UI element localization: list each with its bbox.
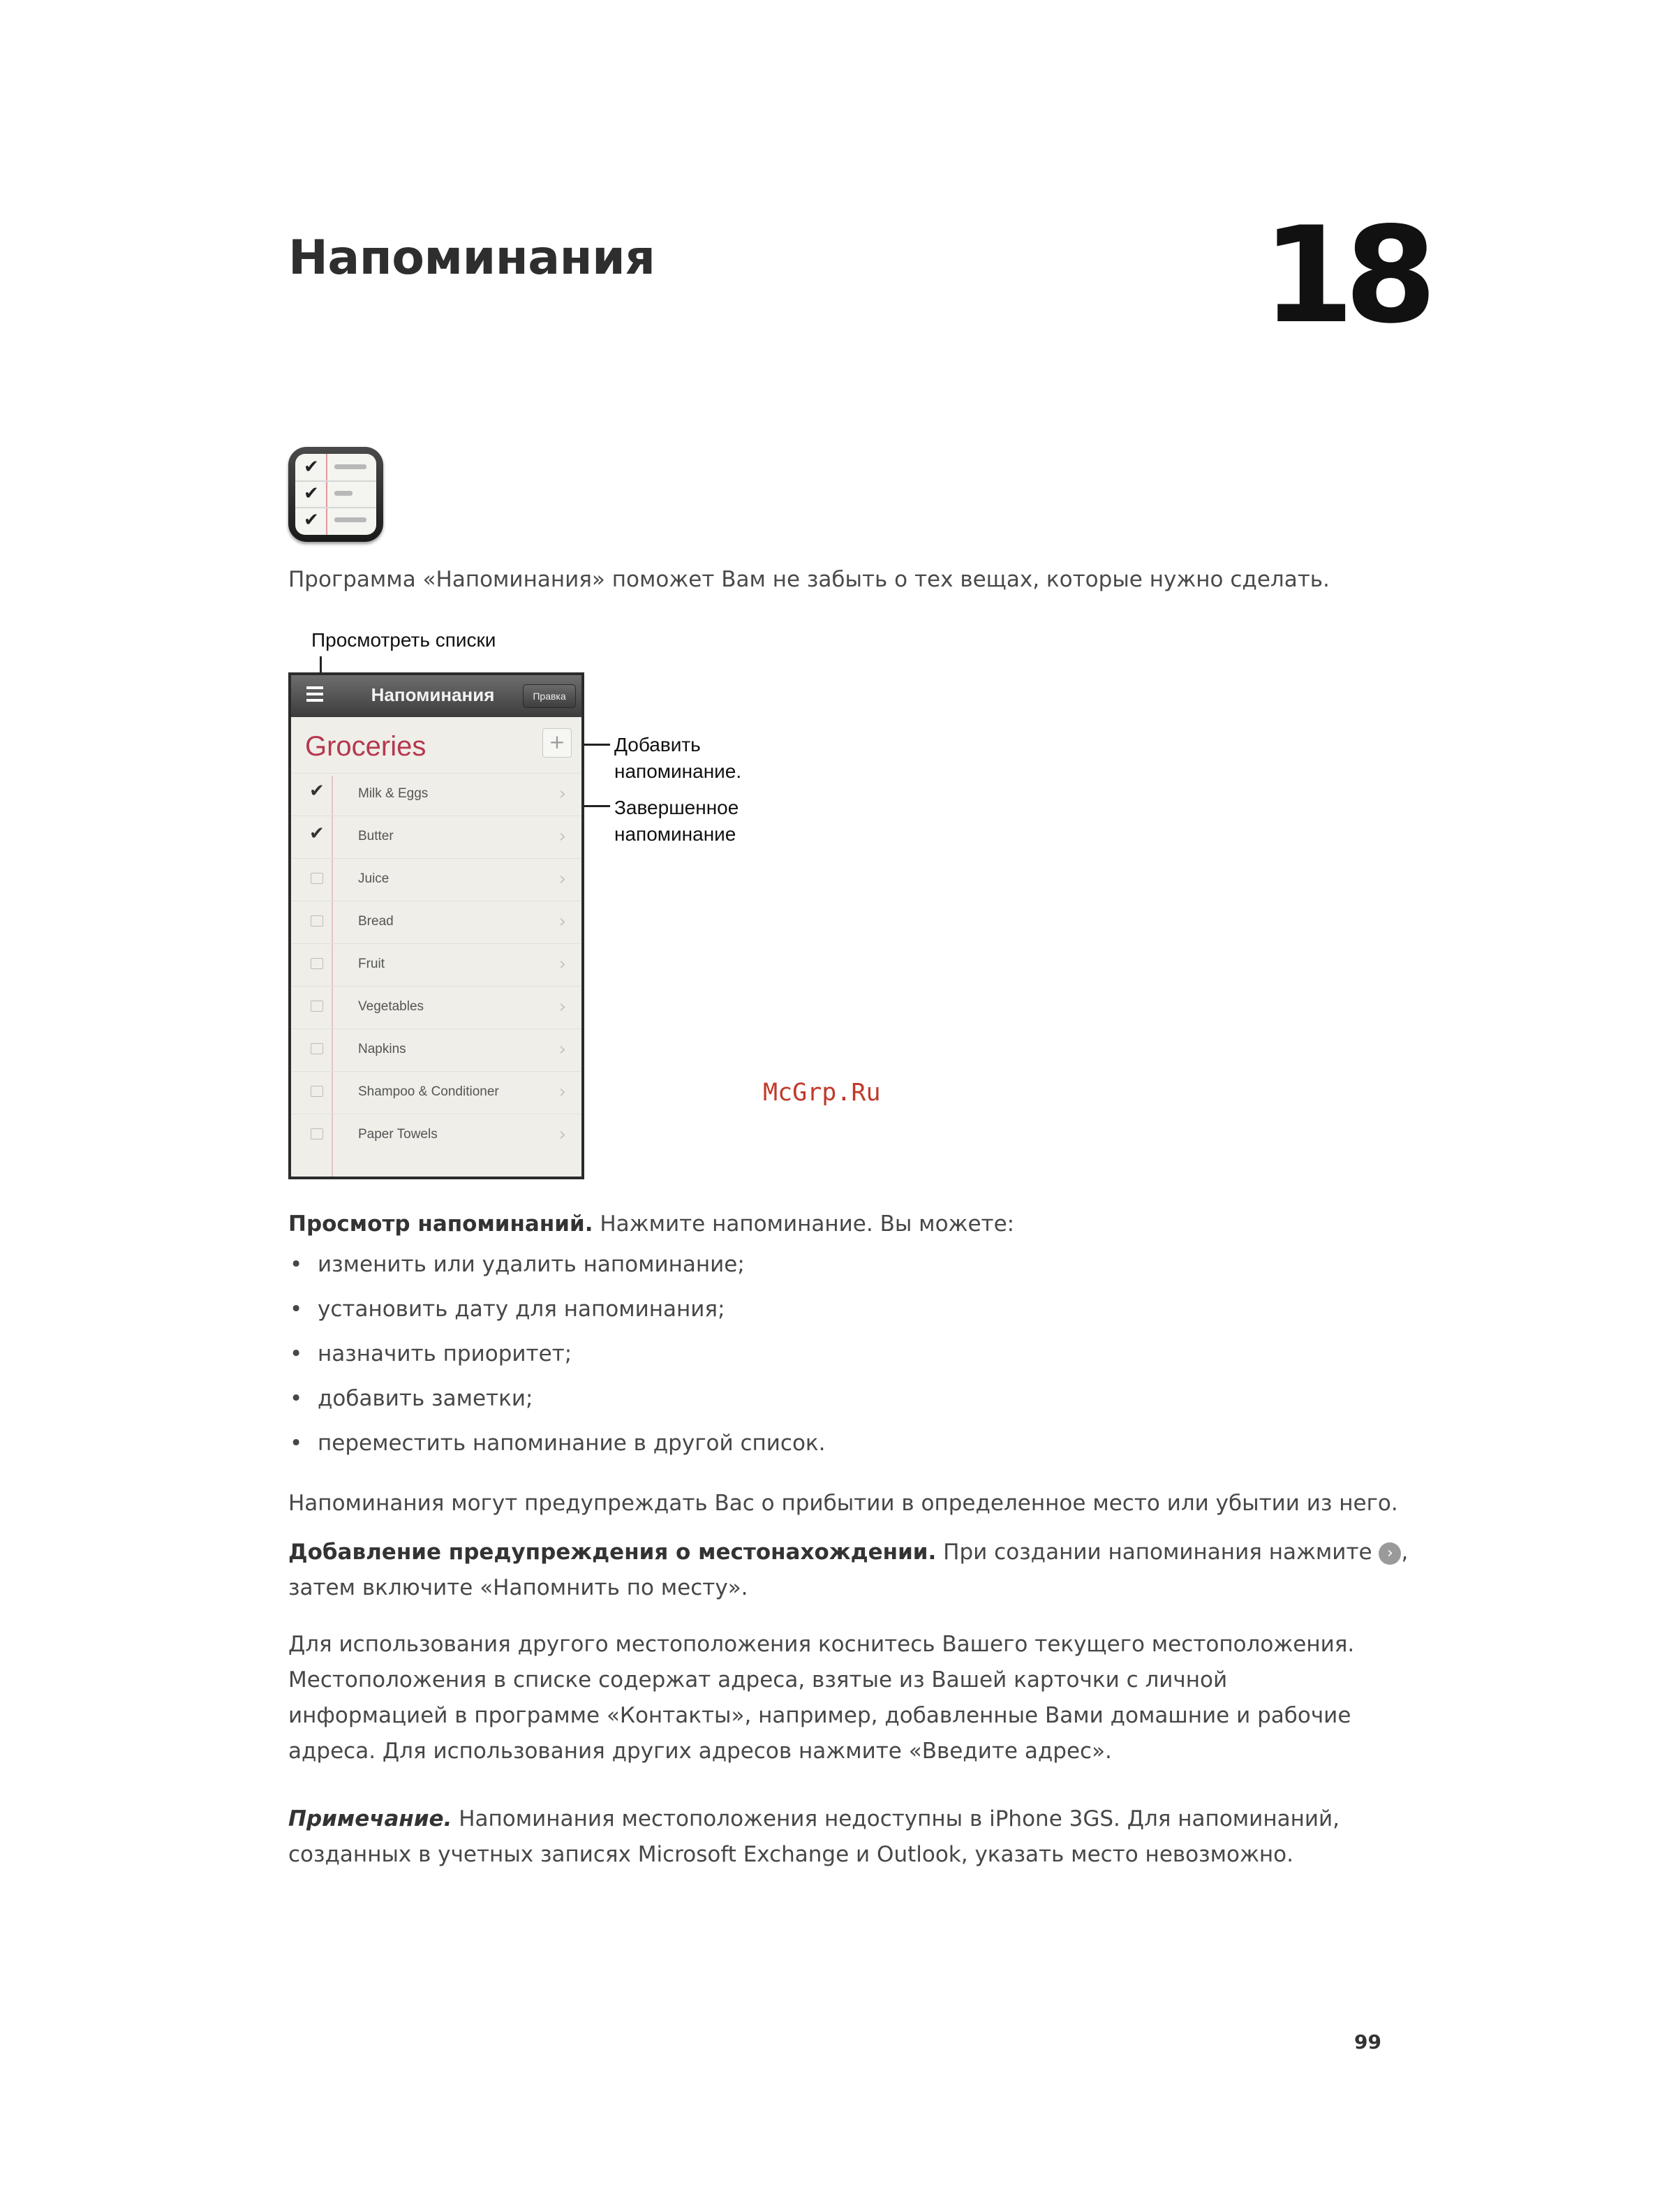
view-section: [288, 1207, 1014, 1242]
checkbox-icon[interactable]: [311, 1001, 323, 1012]
reminder-label: Butter: [358, 829, 394, 843]
checkbox-icon[interactable]: [311, 1043, 323, 1054]
location-heading: Добавление предупреждения о местонахождении.: [288, 1540, 937, 1565]
checkbox-icon[interactable]: [311, 958, 323, 969]
callout-view-lists: Просмотреть списки: [311, 629, 496, 651]
view-text: Нажмите напоминание. Вы можете:: [600, 1211, 1015, 1237]
callout-add-line2: напоминание.: [614, 760, 742, 782]
note-line-2: созданных в учетных записях Microsoft Exchange и Outlook, указать место невозможно.: [288, 1842, 1293, 1867]
watermark: McGrp.Ru: [763, 1079, 881, 1107]
reminder-label: Shampoo & Conditioner: [358, 1084, 499, 1099]
note-label: Примечание.: [288, 1806, 452, 1831]
action-bullets: [288, 1252, 826, 1475]
reminder-label: Fruit: [358, 957, 385, 971]
checkbox-icon[interactable]: [311, 1128, 323, 1140]
page-number: 99: [1354, 2030, 1381, 2054]
callout-add-line1: Добавить: [614, 734, 701, 755]
checkbox-icon[interactable]: [311, 1086, 323, 1097]
intro-text: Программа «Напоминания» поможет Вам не забыть о тех вещах, которые нужно сделать.: [288, 567, 1330, 592]
reminder-row[interactable]: [291, 901, 581, 943]
location-text-2: ,: [1401, 1540, 1409, 1565]
nav-title: Напоминания: [371, 684, 495, 705]
location-text-1: При создании напоминания нажмите: [943, 1540, 1372, 1565]
callout-completed-line2: напоминание: [614, 823, 736, 845]
location-paragraph-line: Для использования другого местоположения коснитесь Вашего текущего местоположения.: [288, 1632, 1355, 1657]
list-menu-icon[interactable]: [306, 686, 323, 706]
chevron-right-icon: ›: [558, 1039, 566, 1060]
chevron-right-icon: ›: [558, 911, 566, 932]
checkmark-icon[interactable]: ✔: [309, 823, 325, 844]
location-paragraph-line: Местоположения в списке содержат адреса, взятые из Вашей карточки с личной: [288, 1667, 1228, 1693]
list-title: Groceries: [305, 731, 426, 762]
chevron-right-icon: ›: [558, 783, 566, 804]
location-note: Напоминания могут предупреждать Вас о прибытии в определенное место или убытии из него.: [288, 1491, 1398, 1516]
bullet-item: • изменить или удалить напоминание;: [288, 1252, 826, 1297]
reminder-row[interactable]: [291, 943, 581, 986]
list-paper: [291, 717, 581, 1177]
location-paragraph-line: адреса. Для использования других адресов нажмите «Введите адрес».: [288, 1739, 1112, 1764]
callout-completed-line1: Завершенное: [614, 797, 739, 818]
chapter-number: 18: [1262, 198, 1427, 353]
reminder-row[interactable]: [291, 1071, 581, 1114]
reminder-list: [291, 773, 581, 1156]
reminder-row[interactable]: [291, 816, 581, 858]
chevron-right-icon: ›: [558, 826, 566, 847]
view-heading: Просмотр напоминаний.: [288, 1211, 593, 1237]
reminder-row[interactable]: [291, 1114, 581, 1156]
location-paragraph-line: информацией в программе «Контакты», например, добавленные Вами домашние и рабочие: [288, 1703, 1351, 1728]
reminder-label: Vegetables: [358, 999, 424, 1014]
reminders-app-icon: ✔ ✔ ✔: [288, 447, 383, 542]
note-section: [288, 1801, 1340, 1873]
reminder-row[interactable]: [291, 1028, 581, 1071]
bullet-item: • добавить заметки;: [288, 1386, 826, 1431]
location-section: [288, 1535, 1408, 1606]
reminder-label: Napkins: [358, 1042, 406, 1056]
plus-icon[interactable]: +: [542, 728, 572, 758]
phone-screenshot: [288, 672, 584, 1179]
reminder-label: Juice: [358, 871, 390, 886]
bullet-item: • установить дату для напоминания;: [288, 1297, 826, 1341]
chevron-right-icon: ›: [558, 954, 566, 975]
bullet-item: • переместить напоминание в другой список.: [288, 1431, 826, 1475]
checkbox-icon[interactable]: [311, 873, 323, 884]
nav-bar: [291, 675, 581, 717]
reminder-label: Bread: [358, 914, 394, 929]
location-paragraph: [288, 1627, 1354, 1769]
chevron-right-icon: ›: [558, 996, 566, 1017]
checkbox-icon[interactable]: [311, 915, 323, 927]
note-line-1: Напоминания местоположения недоступны в iPhone 3GS. Для напоминаний,: [459, 1806, 1340, 1831]
detail-disclosure-icon: ›: [1379, 1542, 1401, 1565]
reminder-label: Paper Towels: [358, 1127, 438, 1142]
reminder-row[interactable]: [291, 773, 581, 816]
checkmark-icon[interactable]: ✔: [309, 781, 325, 802]
edit-button[interactable]: Правка: [523, 684, 576, 708]
chapter-title: Напоминания: [288, 230, 655, 286]
reminder-row[interactable]: [291, 858, 581, 901]
chevron-right-icon: ›: [558, 869, 566, 890]
chevron-right-icon: ›: [558, 1124, 566, 1145]
location-text-3: затем включите «Напомнить по месту».: [288, 1575, 748, 1600]
bullet-item: • назначить приоритет;: [288, 1341, 826, 1386]
chevron-right-icon: ›: [558, 1082, 566, 1103]
reminder-label: Milk & Eggs: [358, 786, 429, 801]
reminder-row[interactable]: [291, 986, 581, 1028]
